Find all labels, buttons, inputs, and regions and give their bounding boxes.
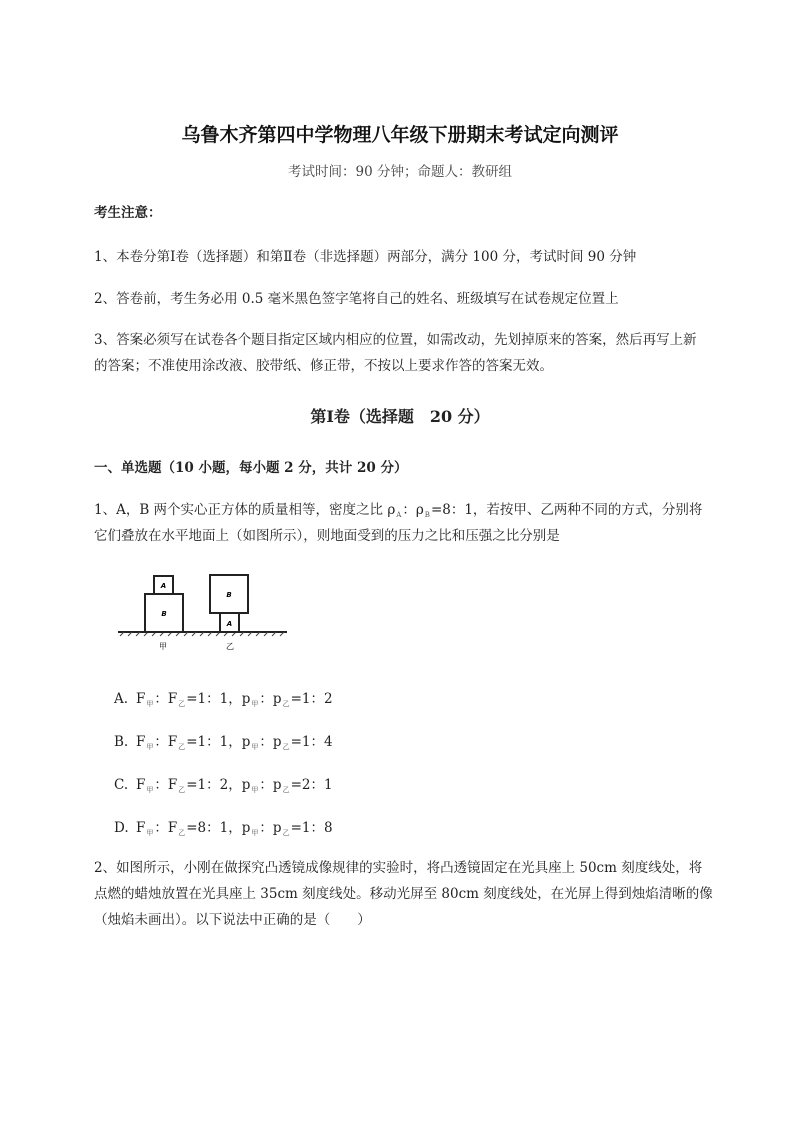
cube-a-left-label: A — [160, 582, 167, 590]
option-letter: C. — [114, 777, 129, 793]
option-letter: D. — [114, 820, 129, 836]
q1-text-a: 1、A，B 两个实心正方体的质量相等，密度之比 ρ — [94, 502, 396, 518]
pressure-symbol: p — [241, 820, 251, 836]
pressure-ratio: =1：2 — [290, 691, 333, 707]
question-2-line-2: 点燃的蜡烛放置在光具座上 35cm 刻度线处。移动光屏至 80cm 刻度线处，在光屏上得到烛焰清晰的像 — [94, 886, 713, 902]
force-ratio: =8：1， — [186, 820, 242, 836]
label-yi: 乙 — [226, 642, 234, 651]
sub-yi: 乙 — [282, 829, 290, 837]
option-d[interactable]: D. $F_甲$：$F_乙=8$：1，$p_甲$：$p_乙=1$：8 — [114, 820, 333, 837]
q1-sub-b: B — [424, 511, 430, 519]
option-letter: A. — [114, 691, 129, 707]
sub-jia: 甲 — [146, 700, 154, 708]
sub-yi: 乙 — [178, 829, 186, 837]
force-ratio: =1：2， — [186, 777, 242, 793]
sub-yi: 乙 — [178, 743, 186, 751]
question-1-line-1 — [94, 498, 702, 518]
pressure-symbol: p — [272, 820, 282, 836]
force-ratio: =1：1， — [186, 734, 242, 750]
cube-a-right-label: A — [226, 620, 233, 628]
force-symbol: F — [167, 734, 178, 750]
pressure-symbol: p — [241, 734, 251, 750]
notice-item-2: 2、答卷前，考生务必用 0.5 毫米黑色签字笔将自己的姓名、班级填写在试卷规定位置上 — [94, 291, 619, 307]
sub-jia: 甲 — [146, 786, 154, 794]
sub-yi: 乙 — [178, 700, 186, 708]
pressure-ratio: =2：1 — [290, 777, 333, 793]
force-symbol: F — [167, 691, 178, 707]
notice-item-1: 1、本卷分第Ⅰ卷（选择题）和第Ⅱ卷（非选择题）两部分，满分 100 分，考试时间 90 分钟 — [94, 249, 637, 265]
q1-sub-a: A — [396, 511, 402, 519]
cube-b-right-label: B — [226, 591, 232, 599]
option-a[interactable]: A. $F_甲$：$F_乙=1$：1，$p_甲$：$p_乙=1$：2 — [114, 691, 333, 708]
pressure-symbol: p — [272, 777, 282, 793]
force-symbol: F — [136, 777, 146, 793]
sub-yi: 乙 — [282, 786, 290, 794]
sub-jia: 甲 — [251, 743, 259, 751]
force-symbol: F — [167, 820, 178, 836]
sub-yi: 乙 — [282, 743, 290, 751]
pressure-ratio: =1：8 — [290, 820, 333, 836]
force-symbol: F — [136, 691, 146, 707]
force-ratio: =1：1， — [186, 691, 242, 707]
question-2-line-3: （烛焰未画出）。以下说法中正确的是（ ） — [94, 912, 371, 928]
pressure-symbol: p — [241, 777, 251, 793]
force-symbol: F — [136, 820, 146, 836]
force-symbol: F — [167, 777, 178, 793]
q1-text-c: =8：1，若按甲、乙两种不同的方式，分别将 — [430, 502, 703, 518]
option-c[interactable]: C. $F_甲$：$F_乙=1$：2，$p_甲$：$p_乙=2$：1 — [114, 777, 333, 794]
force-symbol: F — [136, 734, 146, 750]
pressure-symbol: p — [241, 691, 251, 707]
notice-item-3-line-2: 的答案；不准使用涂改液、胶带纸、修正带，不按以上要求作答的答案无效。 — [94, 358, 553, 374]
part-1-title: 第Ⅰ卷（选择题 20 分） — [310, 407, 490, 426]
question-1-line-2: 它们叠放在水平地面上（如图所示），则地面受到的压力之比和压强之比分别是 — [94, 528, 560, 544]
sub-yi: 乙 — [282, 700, 290, 708]
label-jia: 甲 — [159, 642, 167, 651]
notice-heading: 考生注意： — [94, 205, 162, 221]
question-2-line-1: 2、如图所示，小刚在做探究凸透镜成像规律的实验时，将凸透镜固定在光具座上 50cm 刻度线处，将 — [94, 860, 703, 876]
sub-jia: 甲 — [251, 786, 259, 794]
pressure-ratio: =1：4 — [290, 734, 333, 750]
sub-jia: 甲 — [251, 829, 259, 837]
pressure-symbol: p — [272, 691, 282, 707]
option-b[interactable]: B. $F_甲$：$F_乙=1$：1，$p_甲$：$p_乙=1$：4 — [114, 734, 333, 751]
cube-b-left-label: B — [161, 610, 167, 618]
exam-subtitle: 考试时间：90 分钟；命题人：教研组 — [288, 164, 512, 180]
pressure-symbol: p — [272, 734, 282, 750]
option-letter: B. — [114, 734, 129, 750]
sub-jia: 甲 — [146, 743, 154, 751]
q1-text-b: ：ρ — [402, 502, 424, 518]
stacked-cubes-figure — [115, 570, 290, 655]
notice-item-3-line-1: 3、答案必须写在试卷各个题目指定区域内相应的位置，如需改动，先划掉原来的答案，然后再写上新 — [94, 332, 697, 348]
exam-title: 乌鲁木齐第四中学物理八年级下册期末考试定向测评 — [181, 124, 619, 146]
sub-jia: 甲 — [146, 829, 154, 837]
sub-yi: 乙 — [178, 786, 186, 794]
sub-jia: 甲 — [251, 700, 259, 708]
section-heading: 一、单选题（10 小题，每小题 2 分，共计 20 分） — [94, 460, 408, 476]
